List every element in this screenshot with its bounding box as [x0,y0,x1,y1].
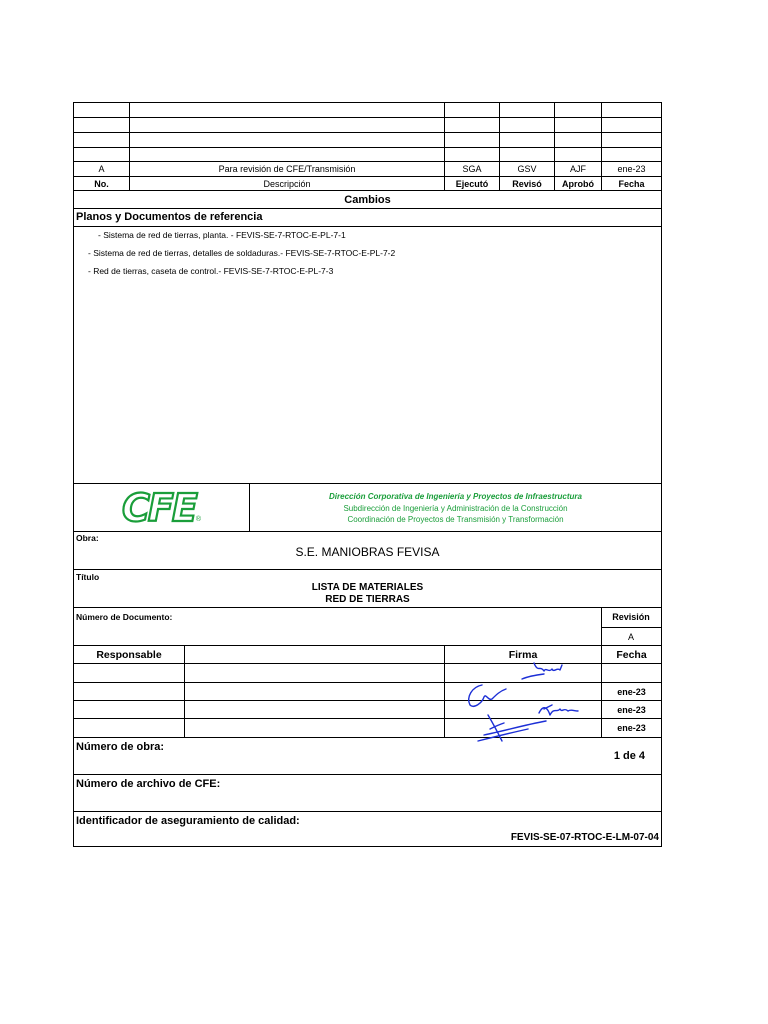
cfe-logo-text: CFE [122,485,196,530]
obra-label: Obra: [76,533,99,543]
references-section [74,208,661,483]
responsable-header: Responsable [96,648,162,661]
firma-header: Firma [444,646,601,663]
responsable-fecha: ene-23 [601,683,661,700]
header-aprobo: Aprobó [554,177,601,190]
org-line1: Dirección Corporativa de Ingeniería y Proyectos de Infraestructura [329,491,582,501]
revision-value: A [627,632,634,642]
numero-obra-label: Número de obra: [76,741,165,753]
revision-blank-row [74,103,661,117]
documento-label: Número de Documento: [76,612,173,622]
signature-stroke [469,685,506,706]
revision-ejecuto: SGA [444,162,499,176]
references-divider [74,226,661,227]
signatures-image [454,651,604,746]
cambios-row [74,190,661,208]
org-line3: Coordinación de Proyectos de Transmisión y Transformación [347,514,564,524]
fecha-header: Fecha [601,646,661,663]
page-count: 1 de 4 [613,750,645,762]
titulo-line2: RED DE TIERRAS [325,594,410,605]
calidad-label: Identificador de aseguramiento de calidad: [76,815,300,827]
cambios-label: Cambios [344,193,391,206]
header-descripcion: Descripción [129,177,444,190]
responsable-fecha: ene-23 [601,701,661,718]
obra-value: S.E. MANIOBRAS FEVISA [295,545,440,559]
calidad-identifier: FEVIS-SE-07-RTOC-E-LM-07-04 [510,832,659,843]
revision-aprobo: AJF [554,162,601,176]
signature-stroke [522,674,544,679]
calidad-section [74,811,661,846]
signature-stroke [490,723,504,729]
header-ejecuto: Ejecutó [444,177,499,190]
reference-item: - Sistema de red de tierras, detalles de soldaduras.- FEVIS-SE-7-RTOC-E-PL-7-2 [88,248,396,258]
titulo-section [74,569,661,607]
responsable-fecha [601,664,661,682]
revision-blank-row [74,147,661,161]
revision-label: Revisión [612,612,650,622]
reference-item: - Red de tierras, caseta de control.- FEVIS-SE-7-RTOC-E-PL-7-3 [88,266,334,276]
documento-section [74,607,661,645]
cfe-logo [74,484,249,531]
revision-header-row [74,176,661,190]
org-line2: Subdirección de Ingeniería y Administración de la Construcción [343,503,568,513]
archivo-section [74,774,661,811]
organization-block [249,484,661,531]
header-no: No. [94,178,109,189]
revision-blank-row [74,132,661,147]
header-fecha: Fecha [601,177,661,190]
document-sheet [73,102,662,847]
reference-item: - Sistema de red de tierras, planta. - FEVIS-SE-7-RTOC-E-PL-7-1 [98,230,346,240]
titulo-line1: LISTA DE MATERIALES [311,582,424,593]
archivo-label: Número de archivo de CFE: [76,778,221,790]
references-title: Planos y Documentos de referencia [76,211,263,223]
revision-blank-row [74,117,661,132]
revision-no: A [98,164,105,174]
revision-reviso: GSV [499,162,554,176]
registered-mark: ® [195,516,201,523]
responsable-fecha: ene-23 [601,719,661,737]
signature-stroke [544,705,552,709]
header-reviso: Revisó [499,177,554,190]
titulo-label: Título [76,572,100,582]
revision-row [74,161,661,176]
obra-section [74,531,661,569]
revision-description: Para revisión de CFE/Transmisión [129,162,444,176]
signature-stroke [534,663,562,671]
revision-fecha: ene-23 [601,162,661,176]
header-block [74,483,661,531]
